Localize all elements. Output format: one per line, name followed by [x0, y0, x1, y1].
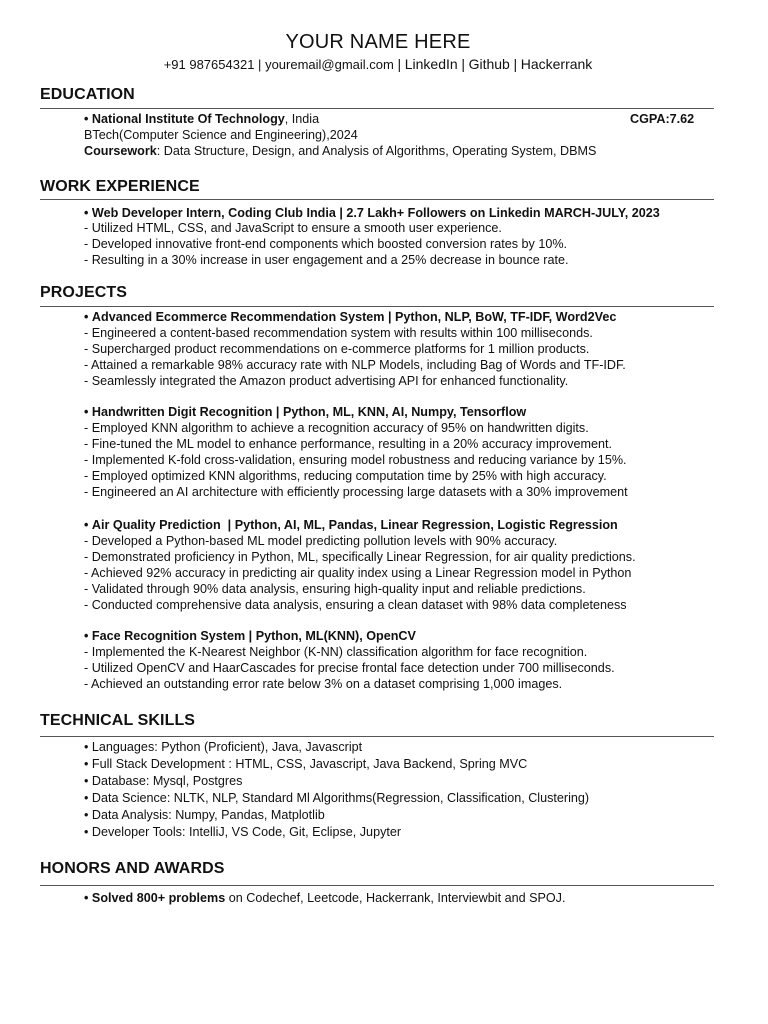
project-bullet: - Supercharged product recommendations on e-commerce platforms for 1 million products. [84, 342, 590, 356]
project-bullet: - Demonstrated proficiency in Python, ML, specifically Linear Regression, for air quality predictions. [84, 550, 636, 564]
education-institution-line [84, 112, 319, 127]
coursework-line [84, 144, 596, 159]
project-bullet: - Utilized OpenCV and HaarCascades for precise frontal face detection under 700 milliseconds. [84, 661, 615, 675]
institution-name: National Institute Of Technology [91, 112, 285, 126]
section-divider [40, 736, 714, 737]
skill-item: • Full Stack Development : HTML, CSS, Javascript, Java Backend, Spring MVC [84, 757, 528, 771]
skill-item: • Data Analysis: Numpy, Pandas, Matplotlib [84, 808, 325, 822]
bullet: • [84, 405, 89, 419]
project-title-line [84, 405, 526, 420]
linkedin-link[interactable]: LinkedIn [404, 56, 458, 72]
cgpa: CGPA:7.62 [630, 112, 695, 126]
education-heading: EDUCATION [40, 86, 135, 103]
section-divider [40, 199, 714, 200]
project-title-line [84, 518, 618, 533]
project-bullet: - Fine-tuned the ML model to enhance performance, resulting in a 20% accuracy improvement. [84, 437, 613, 451]
project-bullet: - Engineered an AI architecture with efficiently processing large datasets with a 30% improvement [84, 485, 628, 499]
separator: | [397, 56, 402, 72]
skill-item: • Data Science: NLTK, NLP, Standard Ml Algorithms(Regression, Classification, Clustering) [84, 791, 590, 805]
bullet: • [84, 518, 89, 532]
project-bullet: - Validated through 90% data analysis, ensuring high-quality input and reliable predictions. [84, 582, 586, 596]
section-divider [40, 306, 714, 307]
technical-skills-heading: TECHNICAL SKILLS [40, 712, 196, 729]
coursework-list: : Data Structure, Design, and Analysis of Algorithms, Operating System, DBMS [156, 144, 597, 158]
bullet: • [84, 629, 89, 643]
project-title: Handwritten Digit Recognition | Python, ML, KNN, AI, Numpy, Tensorflow [91, 405, 527, 419]
project-bullet: - Engineered a content-based recommendation system with results within 100 milliseconds. [84, 326, 593, 340]
project-bullet: - Seamlessly integrated the Amazon product advertising API for enhanced functionality. [84, 374, 569, 388]
degree: BTech(Computer Science and Engineering),2024 [84, 128, 358, 142]
honors-awards-heading: HONORS AND AWARDS [40, 860, 225, 877]
work-bullet: - Developed innovative front-end components which boosted conversion rates by 10%. [84, 237, 568, 251]
skill-item: • Database: Mysql, Postgres [84, 774, 243, 788]
separator: | [258, 57, 262, 72]
bullet: • [84, 891, 89, 905]
contact-line [0, 56, 756, 72]
work-bullet: - Resulting in a 30% increase in user engagement and a 25% decrease in bounce rate. [84, 253, 569, 267]
separator: | [461, 56, 465, 72]
project-bullet: - Employed optimized KNN algorithms, reducing computation time by 25% with high accuracy. [84, 469, 607, 483]
project-title-line [84, 629, 416, 644]
project-bullet: - Implemented K-fold cross-validation, ensuring model robustness and reducing variance by 15%. [84, 453, 627, 467]
bullet: • [84, 206, 89, 220]
bullet: • [84, 112, 89, 126]
project-bullet: - Achieved 92% accuracy in predicting air quality index using a Linear Regression model in Python [84, 566, 632, 580]
hackerrank-link[interactable]: Hackerrank [520, 56, 593, 72]
work-role: Web Developer Intern, Coding Club India | 2.7 Lakh+ Followers on Linkedin MARCH-JULY, 2023 [91, 206, 660, 220]
project-title-line [84, 310, 616, 325]
award-detail: on Codechef, Leetcode, Hackerrank, Interviewbit and SPOJ. [225, 891, 566, 905]
project-bullet: - Attained a remarkable 98% accuracy rate with NLP Models, including Bag of Words and TF-IDF. [84, 358, 626, 372]
section-divider [40, 108, 714, 109]
project-bullet: - Implemented the K-Nearest Neighbor (K-NN) classification algorithm for face recognition. [84, 645, 588, 659]
bullet: • [84, 310, 89, 324]
project-bullet: - Employed KNN algorithm to achieve a recognition accuracy of 95% on handwritten digits. [84, 421, 589, 435]
coursework-label: Coursework [84, 144, 157, 158]
project-title: Air Quality Prediction | Python, AI, ML, Pandas, Linear Regression, Logistic Regression [91, 518, 618, 532]
section-divider [40, 885, 714, 886]
github-link[interactable]: Github [468, 56, 510, 72]
project-bullet: - Conducted comprehensive data analysis, ensuring a clean dataset with 98% data completeness [84, 598, 627, 612]
work-bullet: - Utilized HTML, CSS, and JavaScript to ensure a smooth user experience. [84, 221, 502, 235]
work-experience-heading: WORK EXPERIENCE [40, 178, 200, 195]
email-link[interactable]: youremail@gmail.com [265, 57, 394, 72]
project-title: Advanced Ecommerce Recommendation System | Python, NLP, BoW, TF-IDF, Word2Vec [91, 310, 617, 324]
project-bullet: - Achieved an outstanding error rate below 3% on a dataset comprising 1,000 images. [84, 677, 563, 691]
project-title: Face Recognition System | Python, ML(KNN), OpenCV [91, 629, 416, 643]
skill-item: • Developer Tools: IntelliJ, VS Code, Git, Eclipse, Jupyter [84, 825, 402, 839]
phone-number: +91 987654321 [163, 57, 255, 72]
project-bullet: - Developed a Python-based ML model predicting pollution levels with 90% accuracy. [84, 534, 558, 548]
award-highlight: Solved 800+ problems [91, 891, 226, 905]
skill-item: • Languages: Python (Proficient), Java, Javascript [84, 740, 363, 754]
work-role-line [84, 206, 660, 221]
candidate-name: YOUR NAME HERE [285, 31, 471, 53]
institution-location: , India [284, 112, 320, 126]
award-line [84, 891, 565, 906]
separator: | [513, 56, 518, 72]
projects-heading: PROJECTS [40, 284, 128, 301]
